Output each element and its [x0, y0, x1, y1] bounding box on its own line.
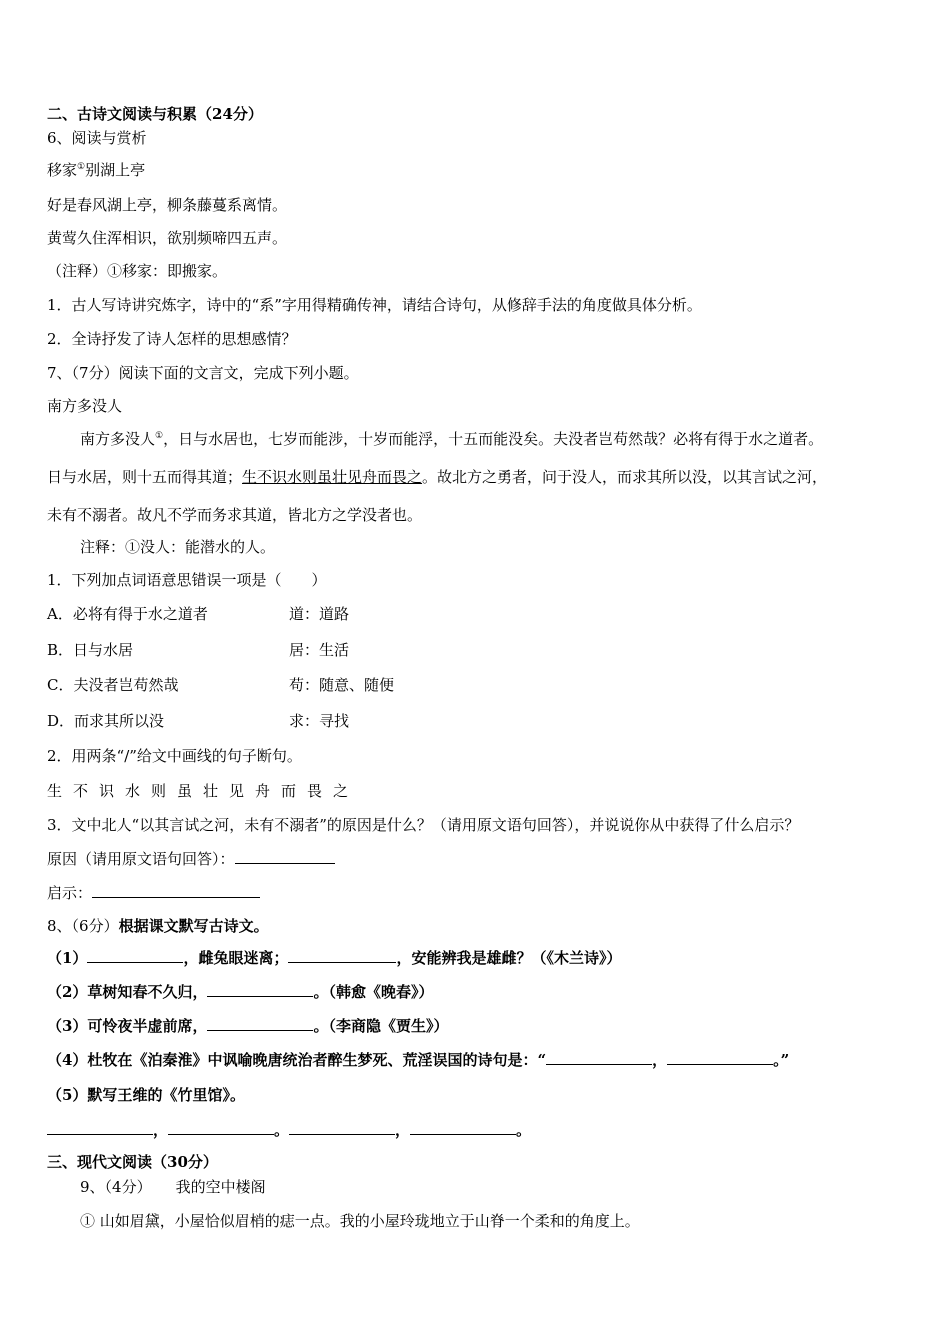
- section3-heading: 三、现代文阅读（30分）: [47, 1153, 218, 1171]
- reason-blank[interactable]: [235, 849, 335, 864]
- poem-blank-1[interactable]: [47, 1120, 153, 1135]
- option-b-text: B．日与水居: [47, 641, 134, 659]
- option-c-meaning: 苟：随意、随便: [289, 676, 395, 694]
- q9-title: 我的空中楼阁: [175, 1178, 266, 1196]
- option-a-meaning: 道：道路: [289, 605, 350, 623]
- q8-item-1-blank-2[interactable]: [288, 948, 396, 963]
- p2-rest: 。故北方之勇者，问于没人，而求其所以没，以其言试之河，: [422, 468, 828, 486]
- q7-subquestion-3: 3．文中北人“以其言试之河，未有不溺者”的原因是什么？（请用原文语句回答），并说说你从中获得了什么启示？: [47, 816, 800, 834]
- q7-note: 注释：①没人：能潜水的人。: [80, 538, 276, 556]
- q6-subquestion-2: 2．全诗抒发了诗人怎样的思想感情？: [47, 330, 297, 348]
- q8-title: 根据课文默写古诗文。: [118, 917, 269, 935]
- option-b: [47, 640, 907, 660]
- q8-item-3-text: （3）可怜夜半虚前席，: [47, 1017, 208, 1035]
- q8-item-1-number: （1）: [47, 949, 88, 967]
- poem-blank-4[interactable]: [410, 1120, 516, 1135]
- poem-line-2: 黄莺久住浑相识，欲别频啼四五声。: [47, 229, 288, 247]
- q8-item-1-mid: ，雌兔眼迷离；: [183, 949, 289, 967]
- q8-item-2-blank[interactable]: [207, 982, 313, 997]
- q8-item-3-end: 。（李商隐《贾生》）: [313, 1017, 449, 1035]
- poem-title-main: 移家: [47, 161, 78, 179]
- q8-item-2: [47, 982, 433, 1002]
- poem-title-rest: 别湖上亭: [85, 161, 146, 179]
- p1-rest: ，日与水居也，七岁而能涉，十岁而能浮，十五而能没矣。夫没者岂苟然哉？必将有得于水之道者。: [163, 430, 824, 448]
- q8-item-1-end: ，安能辨我是雄雌？（《木兰诗》）: [396, 949, 622, 967]
- q8-item-4: [47, 1050, 789, 1070]
- q8-item-4-text: （4）杜牧在《泊秦淮》中讽喻晚唐统治者醉生梦死、荒淫误国的诗句是：“: [47, 1051, 547, 1069]
- q7-title: 7、（7分）阅读下面的文言文，完成下列小题。: [47, 364, 359, 382]
- q8-item-4-comma: ，: [652, 1051, 668, 1069]
- option-b-meaning: 居：生活: [289, 641, 350, 659]
- modern-text-paragraph-1: ① 山如眉黛，小屋恰似眉梢的痣一点。我的小屋玲珑地立于山脊一个柔和的角度上。: [80, 1212, 640, 1230]
- insight-blank[interactable]: [92, 883, 260, 898]
- sentence-to-punctuate: 生不识水则虽壮见舟而畏之: [47, 782, 360, 800]
- poem-comma-2: ，: [395, 1121, 411, 1139]
- underlined-sentence: 生不识水则虽壮见舟而畏之: [242, 468, 423, 486]
- option-c: [47, 675, 907, 695]
- option-a: [47, 604, 907, 624]
- option-a-text: A．必将有得于水之道者: [47, 605, 208, 623]
- p1-start: 南方多没人: [80, 430, 156, 448]
- q8-item-3: [47, 1016, 448, 1036]
- q8-item-1-blank-1[interactable]: [87, 948, 183, 963]
- q8-item-2-end: 。（韩愈《晚春》）: [313, 983, 434, 1001]
- poem-line-1: 好是春风湖上亭，柳条藤蔓系离情。: [47, 196, 288, 214]
- poem-period-1: 。: [274, 1121, 290, 1139]
- option-d-text: D．而求其所以没: [47, 712, 165, 730]
- poem-period-2: 。: [516, 1121, 532, 1139]
- insight-label: 启示：: [47, 884, 93, 902]
- q7-subquestion-1: 1．下列加点词语意思错误一项是（ ）: [47, 571, 327, 589]
- option-d: [47, 711, 907, 731]
- p1-footnote-mark: ①: [155, 431, 164, 441]
- section2-heading: 二、古诗文阅读与积累（24分）: [47, 105, 263, 123]
- option-d-meaning: 求：寻找: [289, 712, 350, 730]
- q8-item-2-text: （2）草树知春不久归，: [47, 983, 208, 1001]
- poem-comma-1: ，: [153, 1121, 169, 1139]
- q8-item-5: （5）默写王维的《竹里馆》。: [47, 1086, 245, 1104]
- q8-item-4-blank-2[interactable]: [667, 1050, 773, 1065]
- poem-blank-2[interactable]: [168, 1120, 274, 1135]
- q8-item-5-answer-line: [47, 1120, 531, 1140]
- q8-item-1: [47, 948, 621, 968]
- reason-answer-line: [47, 849, 335, 869]
- q6-subquestion-1: 1．古人写诗讲究炼字，诗中的“系”字用得精确传神，请结合诗句，从修辞手法的角度做具体分析。: [47, 296, 702, 314]
- poem-title: [47, 160, 145, 180]
- classical-text-paragraph-1: [80, 429, 823, 449]
- q8-title-line: [47, 916, 269, 936]
- q6-note: （注释）①移家：即搬家。: [47, 262, 228, 280]
- option-c-text: C．夫没者岂苟然哉: [47, 676, 179, 694]
- poem-title-footnote-mark: ①: [77, 162, 86, 172]
- q8-item-4-blank-1[interactable]: [546, 1050, 652, 1065]
- q6-title: 6、阅读与赏析: [47, 129, 147, 147]
- classical-text-title: 南方多没人: [47, 397, 123, 415]
- q9-title-line: [80, 1177, 266, 1197]
- q8-item-3-blank[interactable]: [207, 1016, 313, 1031]
- reason-label: 原因（请用原文语句回答）：: [47, 850, 235, 868]
- p2-start: 日与水居，则十五而得其道；: [47, 468, 243, 486]
- q9-prefix: 9、（4分）: [80, 1178, 152, 1196]
- insight-answer-line: [47, 883, 260, 903]
- poem-blank-3[interactable]: [289, 1120, 395, 1135]
- classical-text-paragraph-3: 未有不溺者。故凡不学而务求其道，皆北方之学没者也。: [47, 506, 423, 524]
- classical-text-paragraph-2: [47, 467, 827, 487]
- q7-subquestion-2: 2．用两条“/”给文中画线的句子断句。: [47, 747, 302, 765]
- q8-item-4-end: 。”: [773, 1051, 790, 1069]
- q8-prefix: 8、（6分）: [47, 917, 119, 935]
